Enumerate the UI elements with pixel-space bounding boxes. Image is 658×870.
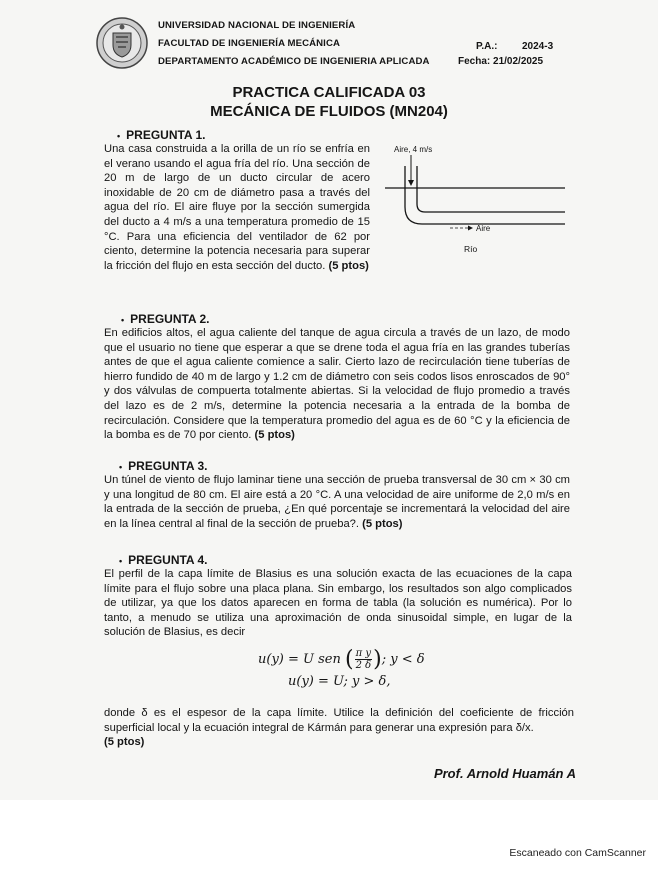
question-2-heading: • PREGUNTA 2. (121, 312, 210, 326)
bullet-icon: • (119, 462, 123, 472)
faculty-name: FACULTAD DE INGENIERÍA MECÁNICA (158, 38, 341, 49)
course-title: MECÁNICA DE FLUIDOS (MN204) (210, 103, 448, 120)
question-1-heading: • PREGUNTA 1. (117, 128, 206, 142)
diagram-air-outlet-label: Aire (476, 224, 491, 233)
duct-river-diagram (380, 142, 570, 262)
question-4-heading: • PREGUNTA 4. (119, 553, 208, 567)
question-3-heading: • PREGUNTA 3. (119, 459, 208, 473)
bullet-icon: • (119, 556, 123, 566)
question-3-text: Un túnel de viento de flujo laminar tiene una sección de prueba transversal de 30 cm × 30 cm y una longitud de 80 cm. El aire está a 20 °C. A una velocidad de aire uniforme de 2,0 m/s en la entrada de la sección de prueba, ¿En qué porcentaje se incrementará la velocidad del aire en la línea central al final de la sección de prueba?. (5 ptos) (104, 474, 570, 530)
university-seal-icon (96, 17, 148, 69)
bullet-icon: • (117, 131, 121, 141)
question-2-text: En edificios altos, el agua caliente del tanque de agua circula a través de un lazo, de modo que el usuario no tiene que esperar a que se drene toda el agua fría en las grandes tuberías antes de que el agua caliente comience a salir. Cierto lazo de recirculación tiene tuberías de hierro fundido de 40 m de largo y 1.2 cm de diámetro con seis codos lisos enroscados de 90° y dos válvulas de compuerta totalmente abiertas. Si la velocidad de flujo promedio a través del lazo es de 2 m/s, determine la potencia necesaria a la entrada de la bomba de recirculación. Considere que la temperatura promedio del agua es de 60 °C y la eficiencia de la bomba es de 70 por ciento. (5 ptos) (104, 327, 570, 442)
question-1-text: Una casa construida a la orilla de un río se enfría en el verano usando el agua fría del río. Una sección de 20 m de largo de un ducto circular de acero inoxidable de 20 cm de diámetro pasa a través del agua del río. El aire fluye por la sección sumergida del ducto a 4 m/s a una temperatura promedio de 15 °C. Para una eficiencia del ventilador de 62 por ciento, determine la potencia necesaria para superar la fricción del flujo en esta sección del ducto. (5 ptos) (104, 143, 370, 272)
scanner-watermark: Escaneado con CamScanner (509, 847, 646, 859)
question-4-text-2: donde δ es el espesor de la capa límite. Utilice la definición del coeficiente de fricción superficial local y la ecuación integral de Kármán para generar una expresión para δ/x. (5 ptos) (104, 707, 574, 749)
exam-date: Fecha: 21/02/2025 (458, 56, 544, 67)
bullet-icon: • (121, 315, 125, 325)
diagram-river-label: Río (464, 244, 478, 254)
question-4-text: El perfil de la capa límite de Blasius es una solución exacta de las ecuaciones de la capa límite para el flujo sobre una placa plana. Sin embargo, los resultados son algo complicados de utilizar, ya que los datos aparecen en forma de tabla (la solución es numérica). Por lo tanto, a menudo se utiliza una aproximación de onda sinusoidal simple, en lugar de la solución de Blasius, es decir (104, 568, 572, 639)
equation-1: u(y) = U sen ( $\frac{\text{π y}}{2 \delta}$ ); y < δ (258, 647, 425, 672)
equation-2: u(y) = U; y > δ, (288, 674, 391, 689)
university-name: UNIVERSIDAD NACIONAL DE INGENIERÍA (158, 20, 356, 31)
diagram-air-inlet-label: Aire, 4 m/s (394, 145, 433, 154)
professor-signature: Prof. Arnold Huamán A (433, 766, 576, 781)
pa-value: 2024-3 (522, 41, 554, 52)
pa-label: P.A.: (476, 41, 498, 52)
department-name: DEPARTAMENTO ACADÉMICO DE INGENIERIA APLICADA (158, 56, 430, 67)
exam-title: PRACTICA CALIFICADA 03 (232, 84, 426, 101)
